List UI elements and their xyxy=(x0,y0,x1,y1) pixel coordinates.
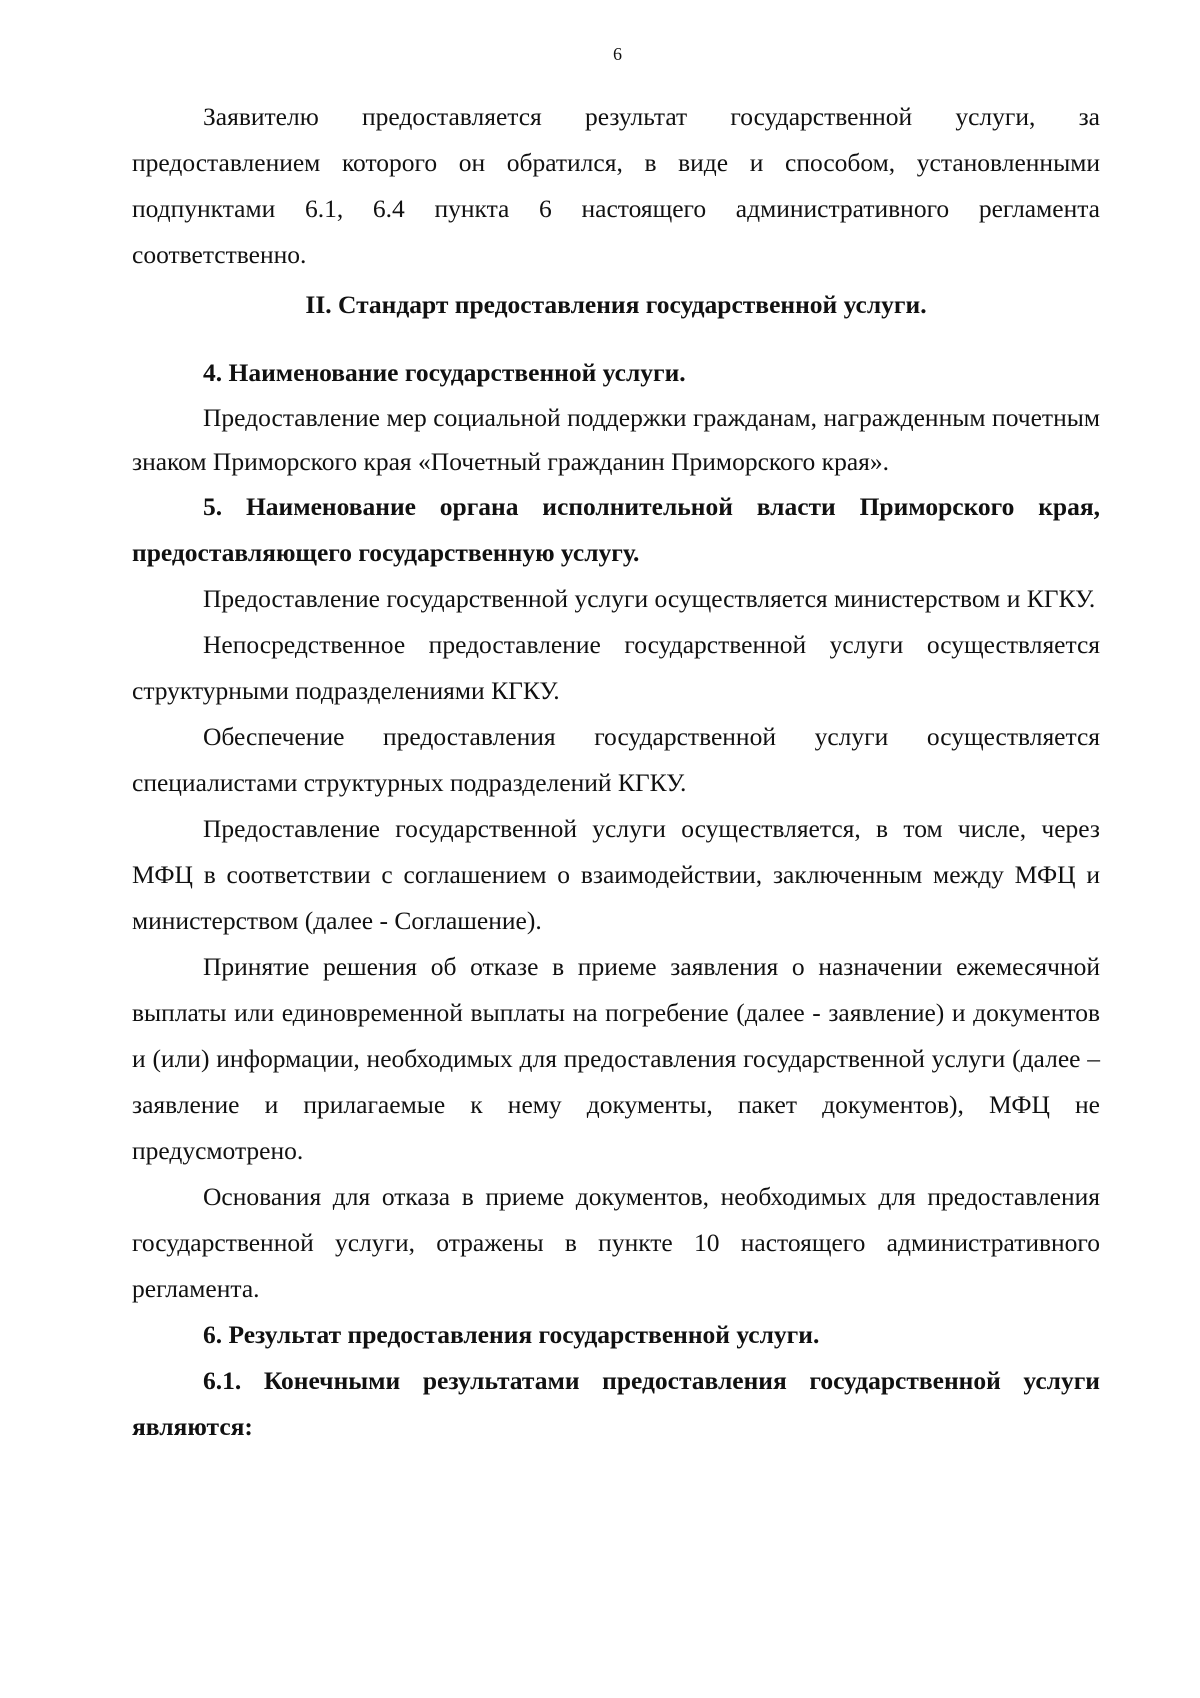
section-heading-standard: II. Стандарт предоставления государственной услуги. xyxy=(305,290,927,319)
paragraph-result-provision: Заявителю предоставляется результат государственной услуги, за предоставлением которого он обратился, в виде и способом, установленными подпунктами 6.1, 6.4 пункта 6 настоящего административного регламента соответственно. xyxy=(132,102,1100,269)
paragraph-service-name: Предоставление мер социальной поддержки гражданам, награжденным почетным знаком Приморского края «Почетный гражданин Приморского края». xyxy=(132,403,1100,476)
paragraph-mfc: Предоставление государственной услуги осуществляется, в том числе, через МФЦ в соответствии с соглашением о взаимодействии, заключенным между МФЦ и министерством (далее - Соглашение). xyxy=(132,814,1100,935)
paragraph-refusal-grounds: Основания для отказа в приеме документов, необходимых для предоставления государственной услуги, отражены в пункте 10 настоящего административного регламента. xyxy=(132,1182,1100,1303)
paragraph-direct-provision: Непосредственное предоставление государственной услуги осуществляется структурными подразделениями КГКУ. xyxy=(132,630,1100,705)
paragraph-provider: Предоставление государственной услуги осуществляется министерством и КГКУ. xyxy=(203,584,1096,613)
heading-service-name: 4. Наименование государственной услуги. xyxy=(203,358,686,387)
paragraph-refusal-decision: Принятие решения об отказе в приеме заявления о назначении ежемесячной выплаты или единовременной выплаты на погребение (далее - заявление) и документов и (или) информации, необходимых для предоставления государственной услуги (далее – заявление и прилагаемые к нему документы, пакет документов), МФЦ не предусмотрено. xyxy=(132,952,1100,1165)
heading-service-result: 6. Результат предоставления государственной услуги. xyxy=(203,1320,820,1349)
document-body xyxy=(132,94,1100,1450)
page-number: 6 xyxy=(613,44,622,64)
heading-authority-name: 5. Наименование органа исполнительной власти Приморского края, предоставляющего государственную услугу. xyxy=(132,492,1100,567)
paragraph-provision-support: Обеспечение предоставления государственной услуги осуществляется специалистами структурных подразделений КГКУ. xyxy=(132,722,1100,797)
heading-final-results: 6.1. Конечными результатами предоставления государственной услуги являются: xyxy=(132,1366,1100,1441)
